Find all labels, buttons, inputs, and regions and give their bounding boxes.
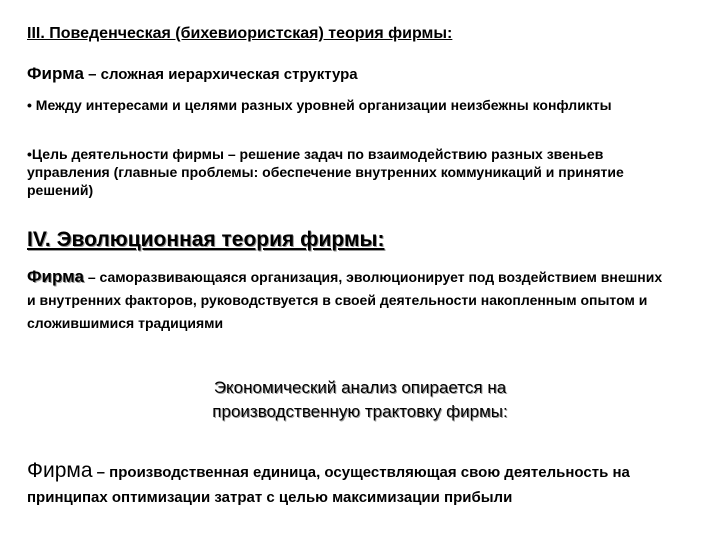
section3-firm-def: – сложная иерархическая структура bbox=[83, 66, 358, 83]
section3-heading: III. Поведенческая (бихевиористская) теория фирмы: bbox=[27, 25, 453, 42]
section4-heading: IV. Эволюционная теория фирмы: bbox=[27, 228, 385, 251]
section4-firm-term: Фирма bbox=[27, 267, 84, 286]
section4-firm-def: – саморазвивающаяся организация, эволюционирует под воздействием внешних и внутренних факторов, руководствуется в своей деятельности накопленным опытом и сложившимися традициями bbox=[27, 269, 663, 331]
section3-firm-term: Фирма bbox=[27, 64, 84, 83]
production-firm-definition bbox=[27, 458, 697, 510]
economic-line-1: Экономический анализ опирается на bbox=[213, 378, 507, 397]
section3-bullet-conflicts: • Между интересами и целями разных уровней организации неизбежны конфликты bbox=[27, 97, 612, 113]
economic-analysis-statement bbox=[0, 376, 720, 424]
production-firm-def: – производственная единица, осуществляющая свою деятельность на принципах оптимизации затрат с целью максимизации прибыли bbox=[27, 464, 630, 506]
economic-line-2: производственную трактовку фирмы: bbox=[212, 402, 508, 421]
production-firm-term: Фирма bbox=[27, 459, 93, 482]
section3-firm-definition bbox=[27, 64, 358, 84]
section3-bullet-goal: •Цель деятельности фирмы – решение задач по взаимодействию разных звеньев управления (главные проблемы: обеспечение внутренних коммуникаций и принятие решений) bbox=[27, 146, 624, 198]
section4-firm-definition bbox=[27, 265, 667, 335]
